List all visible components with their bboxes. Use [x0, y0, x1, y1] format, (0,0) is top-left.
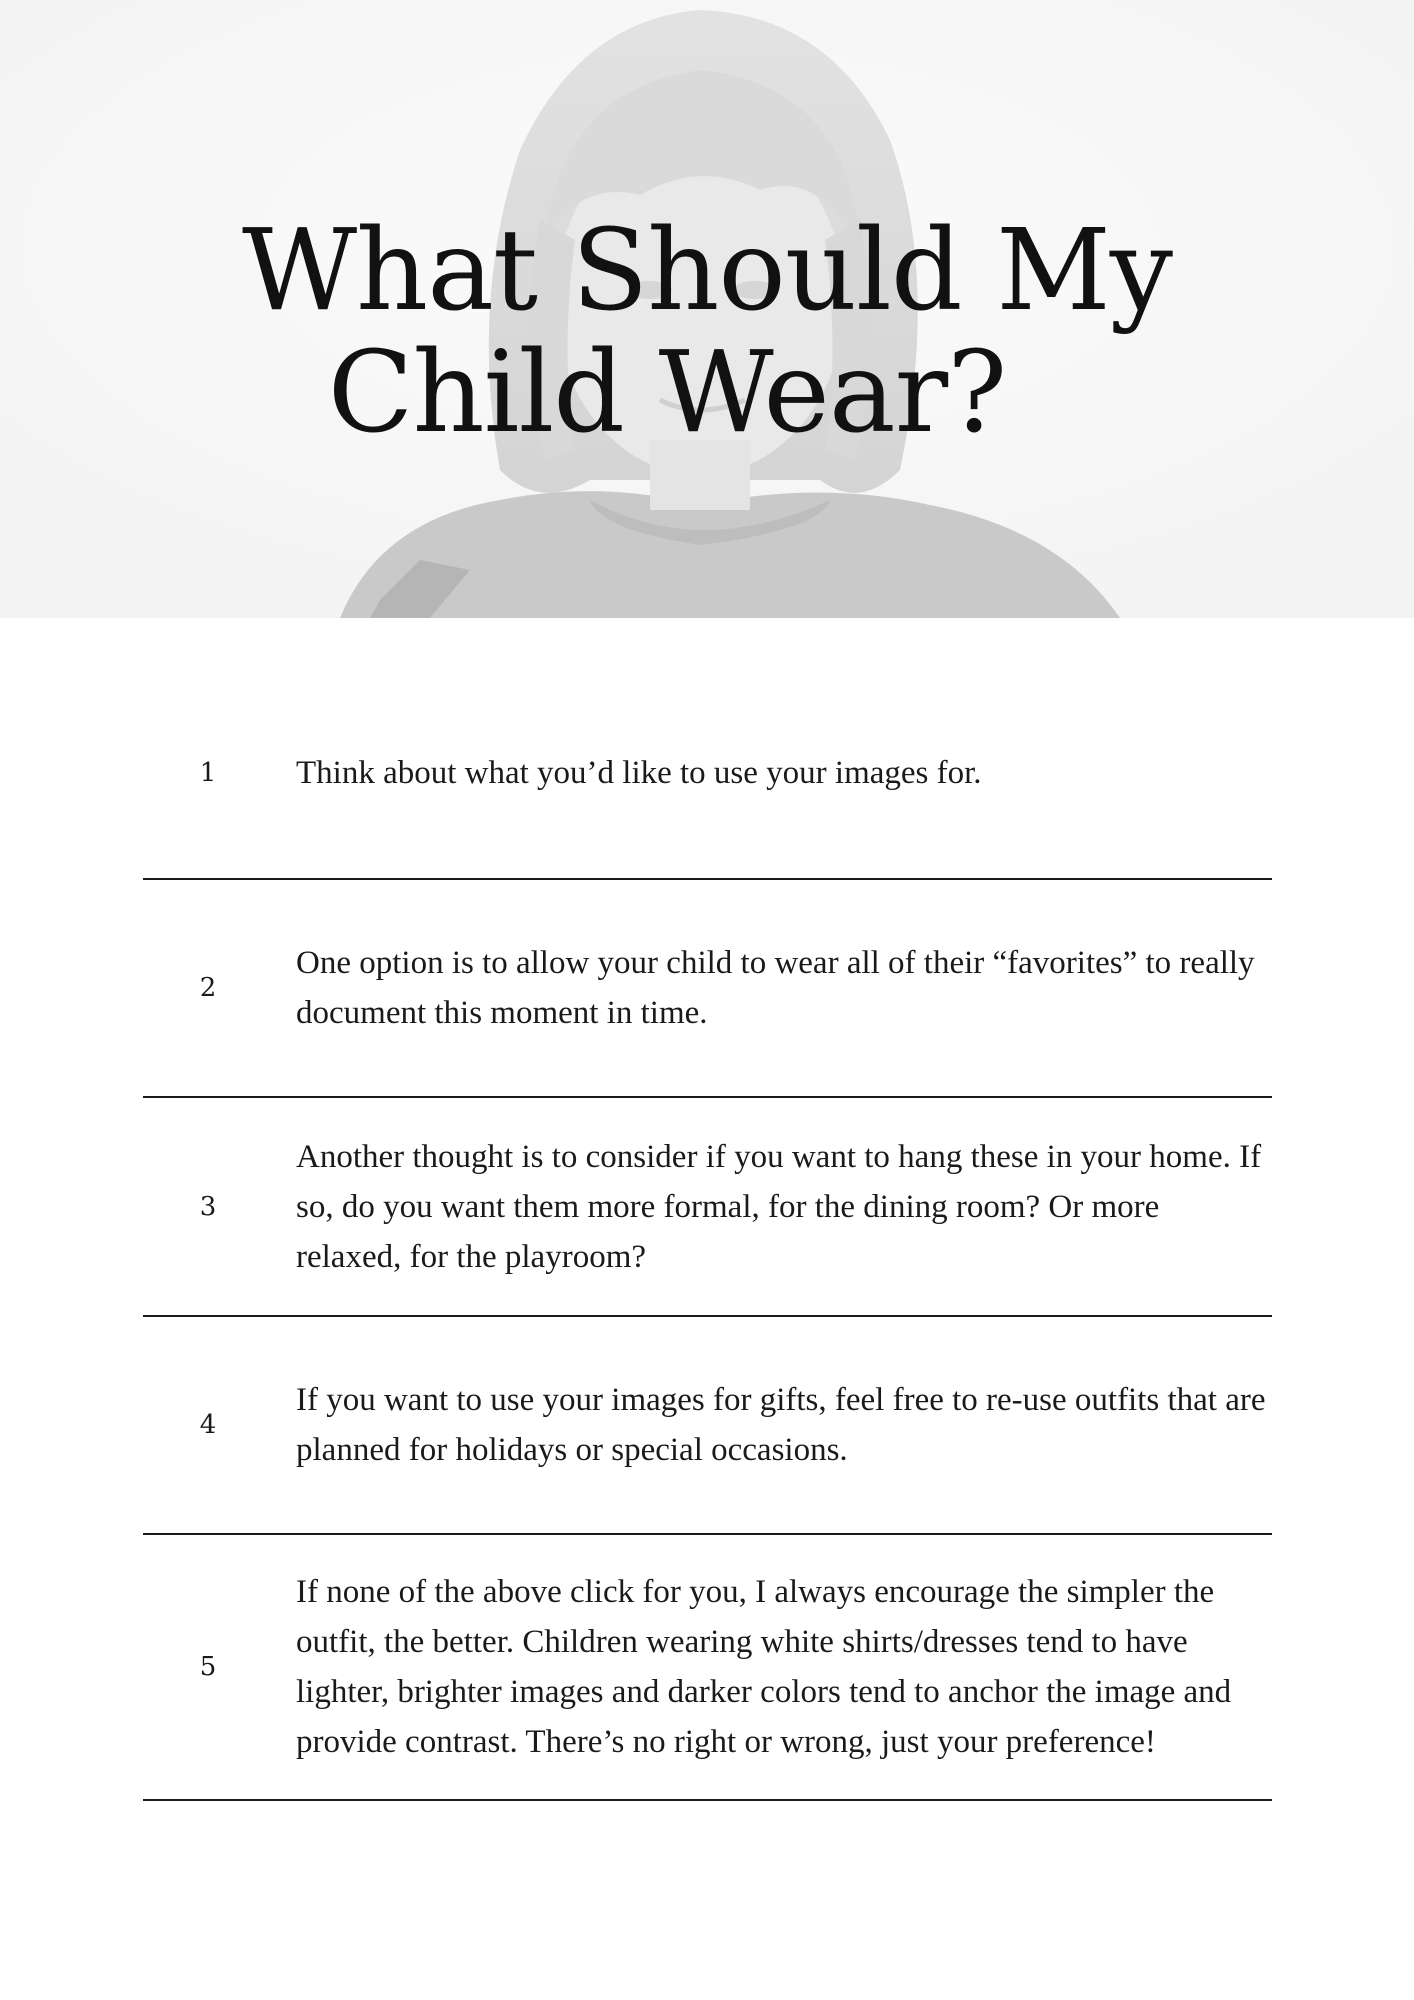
list-item [143, 1317, 1272, 1533]
list-item [143, 1535, 1272, 1799]
item-text: Another thought is to consider if you want to hang these in your home. If so, do you want them more formal, for the dining room? Or more relaxed, for the playroom? [296, 1138, 1262, 1275]
item-number: 4 [199, 1410, 217, 1440]
header-photo [0, 0, 1414, 618]
title-line-2: Child Wear? [327, 328, 1007, 458]
list-item [143, 668, 1272, 878]
title-line-1: What Should My [241, 206, 1173, 336]
item-text: If none of the above click for you, I always encourage the simpler the outfit, the better. Children wearing white shirts/dresses tend to have lighter, brighter images and darker colors tend to anchor the image and provide contrast. There’s no right or wrong, just your preference! [296, 1574, 1232, 1760]
tips-list [143, 668, 1272, 1801]
page-title [0, 206, 1414, 458]
item-text: If you want to use your images for gifts, feel free to re-use outfits that are planned for holidays or special occasions. [296, 1382, 1266, 1468]
item-text: Think about what you’d like to use your images for. [296, 755, 982, 791]
divider [143, 1799, 1272, 1801]
item-number: 5 [199, 1652, 217, 1682]
list-item [143, 1098, 1272, 1315]
item-number: 3 [199, 1191, 217, 1222]
list-item [143, 880, 1272, 1096]
item-number: 2 [199, 973, 217, 1003]
item-text: One option is to allow your child to wear all of their “favorites” to really document this moment in time. [296, 945, 1255, 1031]
item-number: 1 [199, 758, 217, 788]
